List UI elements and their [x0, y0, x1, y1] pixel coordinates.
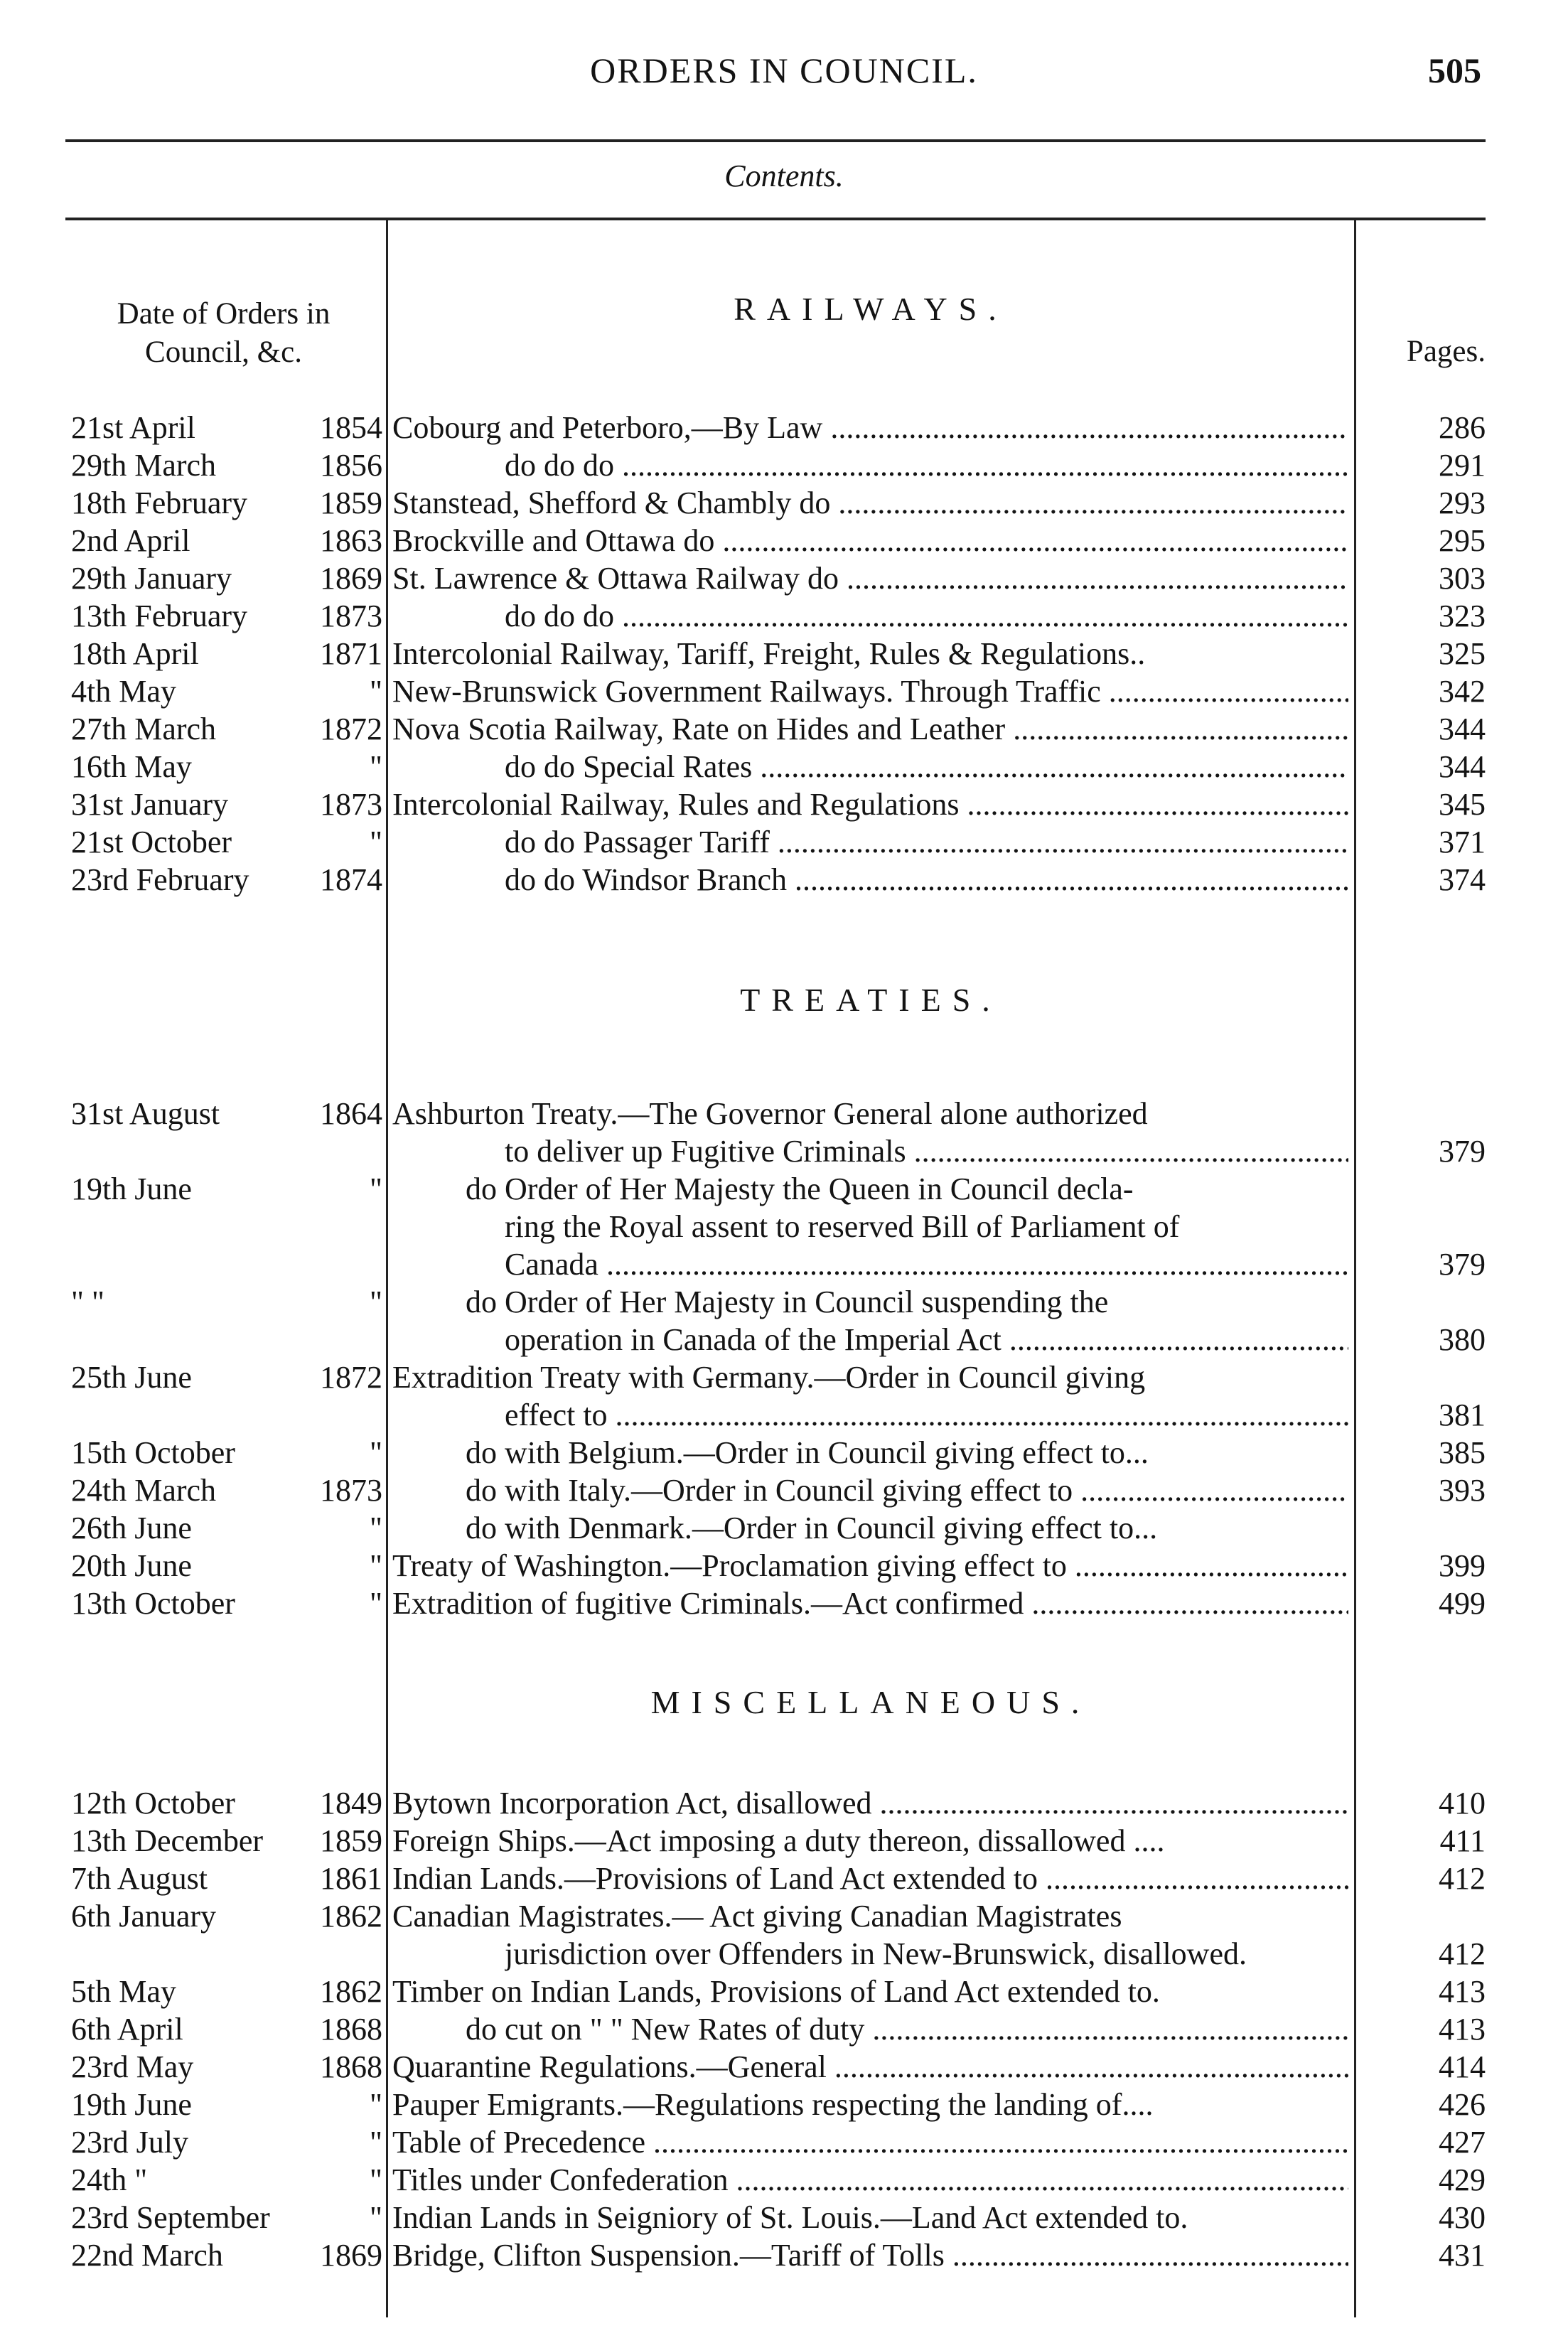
- row-year: 1864: [320, 1096, 382, 1131]
- table-row: [0, 823, 1568, 861]
- row-page: 291: [1439, 448, 1486, 483]
- table-row: [0, 1170, 1568, 1208]
- row-date: 4th May: [71, 674, 176, 709]
- table-row: [0, 2010, 1568, 2048]
- table-row: [0, 409, 1568, 446]
- row-entry: do with Denmark.—Order in Council giving effect to...: [466, 1511, 1158, 1545]
- row-entry: do Order of Her Majesty the Queen in Council decla-: [466, 1172, 1134, 1206]
- row-year: 1856: [320, 448, 382, 483]
- row-entry: do do Passager Tariff .....: [505, 823, 1348, 861]
- row-page: 344: [1439, 712, 1486, 746]
- row-date: 27th March: [71, 712, 217, 746]
- row-entry: Quarantine Regulations.—General .....: [392, 2048, 1348, 2086]
- table-row: [0, 672, 1568, 710]
- table-row: [0, 1095, 1568, 1132]
- miscellaneous-heading: MISCELLANEOUS.: [650, 1684, 1091, 1720]
- pages-column-header: Pages.: [1406, 335, 1486, 368]
- row-entry: operation in Canada of the Imperial Act .....: [505, 1321, 1348, 1358]
- row-entry: Timber on Indian Lands, Provisions of Land Act extended to.: [392, 1974, 1160, 2009]
- row-entry: Bridge, Clifton Suspension.—Tariff of Tolls .....: [392, 2236, 1348, 2274]
- table-row: [0, 1860, 1568, 1897]
- row-date: 23rd May: [71, 2049, 194, 2084]
- row-date: 13th December: [71, 1823, 263, 1858]
- row-entry: do with Italy.—Order in Council giving effect to .....: [466, 1471, 1348, 1509]
- row-page: 427: [1439, 2125, 1486, 2160]
- table-row: [0, 2123, 1568, 2161]
- row-entry: Extradition Treaty with Germany.—Order in Council giving: [392, 1360, 1146, 1395]
- row-entry: Intercolonial Railway, Tariff, Freight, Rules & Regulations..: [392, 636, 1146, 671]
- row-date: 18th February: [71, 486, 248, 520]
- table-row: [0, 1471, 1568, 1509]
- table-row: [0, 2199, 1568, 2236]
- row-date: 7th August: [71, 1861, 208, 1896]
- table-row: [0, 522, 1568, 559]
- row-date: 6th April: [71, 2012, 183, 2047]
- table-row: [0, 1132, 1568, 1170]
- row-date: 19th June: [71, 1172, 192, 1206]
- row-page: 430: [1439, 2200, 1486, 2235]
- row-page: 393: [1439, 1473, 1486, 1508]
- row-year: ": [370, 1511, 382, 1545]
- row-entry: do do do .....: [505, 597, 1348, 635]
- row-page: 412: [1439, 1861, 1486, 1896]
- table-row: [0, 786, 1568, 823]
- row-page: 411: [1439, 1823, 1486, 1858]
- table-row: [0, 1208, 1568, 1245]
- table-row: [0, 2048, 1568, 2086]
- row-date: 29th January: [71, 561, 232, 596]
- table-row: [0, 1973, 1568, 2010]
- table-row: [0, 1358, 1568, 1396]
- table-row: [0, 2161, 1568, 2199]
- row-entry: Table of Precedence .....: [392, 2123, 1348, 2161]
- table-row: [0, 484, 1568, 522]
- row-date: 26th June: [71, 1511, 192, 1545]
- row-entry: Ashburton Treaty.—The Governor General alone authorized: [392, 1096, 1148, 1131]
- row-date: 21st October: [71, 825, 232, 859]
- row-year: ": [370, 2162, 382, 2197]
- row-year: 1863: [320, 523, 382, 558]
- row-year: ": [370, 1548, 382, 1583]
- date-header-line2: Council, &c.: [145, 336, 302, 369]
- row-year: ": [370, 1586, 382, 1621]
- row-year: ": [370, 2200, 382, 2235]
- row-page: 371: [1439, 825, 1486, 859]
- row-entry: Indian Lands.—Provisions of Land Act extended to .....: [392, 1860, 1348, 1897]
- row-year: 1859: [320, 486, 382, 520]
- table-row: [0, 1283, 1568, 1321]
- row-year: 1868: [320, 2012, 382, 2047]
- row-entry: do cut on " " New Rates of duty .....: [466, 2010, 1348, 2048]
- table-row: [0, 559, 1568, 597]
- table-row: [0, 1509, 1568, 1547]
- row-date: 25th June: [71, 1360, 192, 1395]
- row-date: 29th March: [71, 448, 217, 483]
- row-entry: to deliver up Fugitive Criminals .....: [505, 1132, 1348, 1170]
- row-page: 374: [1439, 862, 1486, 897]
- row-page: 380: [1439, 1322, 1486, 1357]
- row-year: 1861: [320, 1861, 382, 1896]
- page-number: 505: [1428, 50, 1481, 90]
- row-page: 344: [1439, 749, 1486, 784]
- row-year: 1873: [320, 599, 382, 633]
- row-page: 410: [1439, 1786, 1486, 1821]
- row-page: 379: [1439, 1134, 1486, 1169]
- row-entry: do Order of Her Majesty in Council suspending the: [466, 1285, 1109, 1319]
- row-page: 293: [1439, 486, 1486, 520]
- row-entry: New-Brunswick Government Railways. Through Traffic .....: [392, 672, 1348, 710]
- row-entry: Foreign Ships.—Act imposing a duty thereon, dissallowed ....: [392, 1823, 1165, 1858]
- row-entry: Treaty of Washington.—Proclamation giving effect to .....: [392, 1547, 1348, 1585]
- row-year: 1862: [320, 1899, 382, 1934]
- table-row: [0, 1784, 1568, 1822]
- row-year: 1859: [320, 1823, 382, 1858]
- row-date: " ": [71, 1285, 104, 1319]
- row-year: ": [370, 1435, 382, 1470]
- table-row: [0, 1245, 1568, 1283]
- table-row: [0, 2236, 1568, 2274]
- row-entry: do do Special Rates .....: [505, 748, 1348, 786]
- row-entry: do do Windsor Branch .....: [505, 861, 1348, 899]
- row-date: 21st April: [71, 410, 195, 445]
- row-page: 323: [1439, 599, 1486, 633]
- table-row: [0, 446, 1568, 484]
- row-page: 412: [1439, 1936, 1486, 1971]
- row-date: 19th June: [71, 2087, 192, 2122]
- row-page: 431: [1439, 2238, 1486, 2273]
- row-date: 16th May: [71, 749, 192, 784]
- row-year: ": [370, 2125, 382, 2160]
- row-year: ": [370, 749, 382, 784]
- table-row: [0, 1935, 1568, 1973]
- row-page: 379: [1439, 1247, 1486, 1282]
- row-page: 413: [1439, 1974, 1486, 2009]
- row-year: 1869: [320, 2238, 382, 2273]
- row-year: ": [370, 1172, 382, 1206]
- row-date: 24th ": [71, 2162, 148, 2197]
- row-date: 2nd April: [71, 523, 190, 558]
- row-date: 18th April: [71, 636, 199, 671]
- table-row: [0, 710, 1568, 748]
- row-year: ": [370, 674, 382, 709]
- row-year: 1862: [320, 1974, 382, 2009]
- row-date: 13th October: [71, 1586, 235, 1621]
- row-date: 20th June: [71, 1548, 192, 1583]
- row-entry: Cobourg and Peterboro,—By Law .....: [392, 409, 1348, 446]
- row-entry: Nova Scotia Railway, Rate on Hides and Leather .....: [392, 710, 1348, 748]
- row-date: 12th October: [71, 1786, 235, 1821]
- table-row: [0, 597, 1568, 635]
- table-row: [0, 1585, 1568, 1622]
- table-row: [0, 1822, 1568, 1860]
- row-page: 303: [1439, 561, 1486, 596]
- row-page: 399: [1439, 1548, 1486, 1583]
- row-year: 1874: [320, 862, 382, 897]
- row-year: 1849: [320, 1786, 382, 1821]
- row-entry: ring the Royal assent to reserved Bill of Parliament of: [505, 1209, 1180, 1244]
- row-entry: do do do .....: [505, 446, 1348, 484]
- row-date: 22nd March: [71, 2238, 223, 2273]
- row-date: 23rd July: [71, 2125, 188, 2160]
- row-page: 295: [1439, 523, 1486, 558]
- row-date: 13th February: [71, 599, 248, 633]
- row-entry: Indian Lands in Seigniory of St. Louis.—Land Act extended to.: [392, 2200, 1188, 2235]
- row-page: 426: [1439, 2087, 1486, 2122]
- date-header-line1: Date of Orders in: [117, 297, 331, 331]
- row-entry: Bytown Incorporation Act, disallowed .....: [392, 1784, 1348, 1822]
- row-entry: St. Lawrence & Ottawa Railway do .....: [392, 559, 1348, 597]
- row-date: 23rd February: [71, 862, 249, 897]
- row-page: 413: [1439, 2012, 1486, 2047]
- row-entry: Canadian Magistrates.— Act giving Canadian Magistrates: [392, 1899, 1122, 1934]
- table-row: [0, 748, 1568, 786]
- row-entry: do with Belgium.—Order in Council giving effect to...: [466, 1435, 1149, 1470]
- row-page: 325: [1439, 636, 1486, 671]
- row-year: 1872: [320, 712, 382, 746]
- row-date: 6th January: [71, 1899, 217, 1934]
- row-date: 31st August: [71, 1096, 220, 1131]
- row-page: 385: [1439, 1435, 1486, 1470]
- treaties-heading: TREATIES.: [740, 982, 1002, 1018]
- row-entry: Titles under Confederation .....: [392, 2161, 1348, 2199]
- row-year: ": [370, 2087, 382, 2122]
- row-entry: Canada .....: [505, 1245, 1348, 1283]
- row-entry: Stanstead, Shefford & Chambly do .....: [392, 484, 1348, 522]
- row-entry: Pauper Emigrants.—Regulations respecting the landing of....: [392, 2087, 1154, 2122]
- table-row: [0, 635, 1568, 672]
- row-page: 345: [1439, 787, 1486, 822]
- row-year: 1872: [320, 1360, 382, 1395]
- running-head: [0, 50, 1568, 107]
- row-date: 5th May: [71, 1974, 176, 2009]
- row-page: 381: [1439, 1398, 1486, 1432]
- row-entry: effect to .....: [505, 1396, 1348, 1434]
- row-year: 1854: [320, 410, 382, 445]
- row-year: 1871: [320, 636, 382, 671]
- row-year: 1873: [320, 1473, 382, 1508]
- row-date: 31st January: [71, 787, 229, 822]
- table-row: [0, 1547, 1568, 1585]
- table-row: [0, 1434, 1568, 1471]
- row-page: 499: [1439, 1586, 1486, 1621]
- table-row: [0, 2086, 1568, 2123]
- running-title: ORDERS IN COUNCIL.: [590, 50, 978, 90]
- railways-heading: RAILWAYS.: [734, 291, 1008, 327]
- row-entry: Intercolonial Railway, Rules and Regulations .....: [392, 786, 1348, 823]
- row-page: 429: [1439, 2162, 1486, 2197]
- header-rule: [65, 218, 1486, 220]
- table-row: [0, 1321, 1568, 1358]
- table-row: [0, 1396, 1568, 1434]
- row-year: 1868: [320, 2049, 382, 2084]
- table-row: [0, 1897, 1568, 1935]
- row-entry: jurisdiction over Offenders in New-Brunswick, disallowed.: [505, 1936, 1247, 1971]
- row-entry: Extradition of fugitive Criminals.—Act confirmed .....: [392, 1585, 1348, 1622]
- date-column-header: [65, 295, 382, 372]
- row-date: 24th March: [71, 1473, 217, 1508]
- row-year: ": [370, 825, 382, 859]
- row-date: 23rd September: [71, 2200, 270, 2235]
- row-year: 1869: [320, 561, 382, 596]
- contents-label: Contents.: [724, 159, 844, 193]
- row-entry: Brockville and Ottawa do .....: [392, 522, 1348, 559]
- row-date: 15th October: [71, 1435, 235, 1470]
- row-page: 342: [1439, 674, 1486, 709]
- top-rule: [65, 139, 1486, 142]
- row-page: 286: [1439, 410, 1486, 445]
- row-year: ": [370, 1285, 382, 1319]
- row-page: 414: [1439, 2049, 1486, 2084]
- table-row: [0, 861, 1568, 899]
- row-year: 1873: [320, 787, 382, 822]
